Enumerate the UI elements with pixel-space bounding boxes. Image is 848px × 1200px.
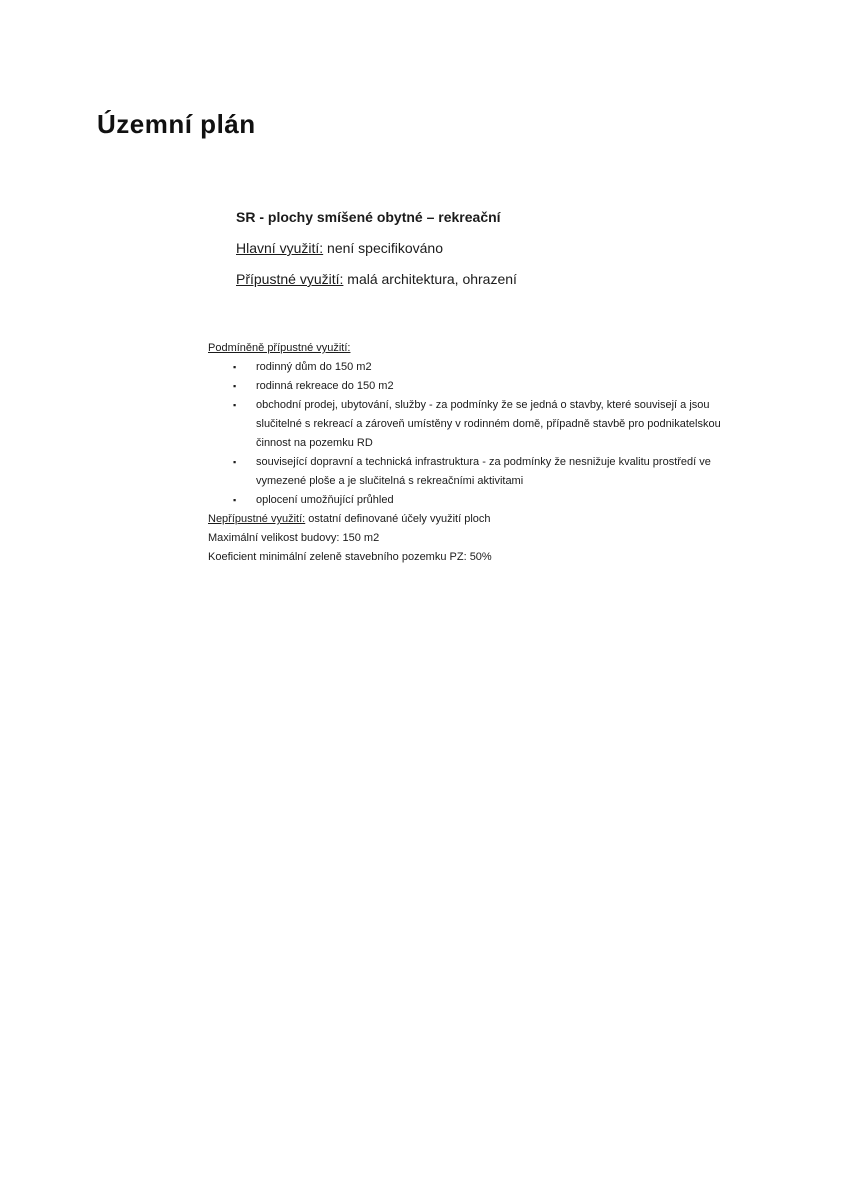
page-title: Územní plán [97, 109, 256, 140]
zone-summary-block [236, 202, 517, 295]
bullet-square-icon: ▪ [233, 457, 237, 467]
bullet-square-icon: ▪ [233, 400, 237, 410]
main-use-line [236, 233, 517, 264]
zone-details-block [208, 339, 738, 567]
zone-heading: SR - plochy smíšené obytné – rekreační [236, 209, 501, 225]
conditional-use-list [208, 358, 738, 510]
max-building-size-line: Maximální velikost budovy: 150 m2 [208, 532, 380, 544]
list-item [208, 491, 738, 510]
list-item-text: oplocení umožňující průhled [256, 494, 394, 506]
bullet-square-icon: ▪ [233, 362, 237, 372]
conditional-use-heading [208, 339, 738, 358]
inadmissible-use-line [208, 510, 738, 529]
inadmissible-use-value: ostatní definované účely využití ploch [308, 513, 491, 525]
bullet-square-icon: ▪ [233, 381, 237, 391]
list-item-text: rodinná rekreace do 150 m2 [256, 380, 394, 392]
list-item [208, 453, 738, 491]
bullet-square-icon: ▪ [233, 495, 237, 505]
green-coefficient-line: Koeficient minimální zeleně stavebního pozemku PZ: 50% [208, 551, 492, 563]
list-item-text: rodinný dům do 150 m2 [256, 361, 372, 373]
list-item-text: obchodní prodej, ubytování, služby - za podmínky že se jedná o stavby, které souvisejí a jsou slučitelné s rekreací a zároveň umístěny v rodinném domě, případně stavbě pro podnikatelskou činnost na pozemku RD [256, 399, 721, 449]
list-item [208, 358, 738, 377]
conditional-use-label: Podmíněně přípustné využití: [208, 342, 351, 354]
list-item [208, 377, 738, 396]
inadmissible-use-label: Nepřípustné využití: [208, 513, 306, 525]
permissible-use-label: Přípustné využití: [236, 271, 344, 287]
permissible-use-value: malá architektura, ohrazení [347, 271, 517, 287]
list-item [208, 396, 738, 453]
list-item-text: související dopravní a technická infrastruktura - za podmínky že nesnižuje kvalitu prostředí ve vymezené ploše a je slučitelná s rekreačními aktivitami [256, 456, 711, 487]
main-use-label: Hlavní využití: [236, 240, 324, 256]
main-use-value: není specifikováno [327, 240, 443, 256]
permissible-use-line [236, 264, 517, 295]
